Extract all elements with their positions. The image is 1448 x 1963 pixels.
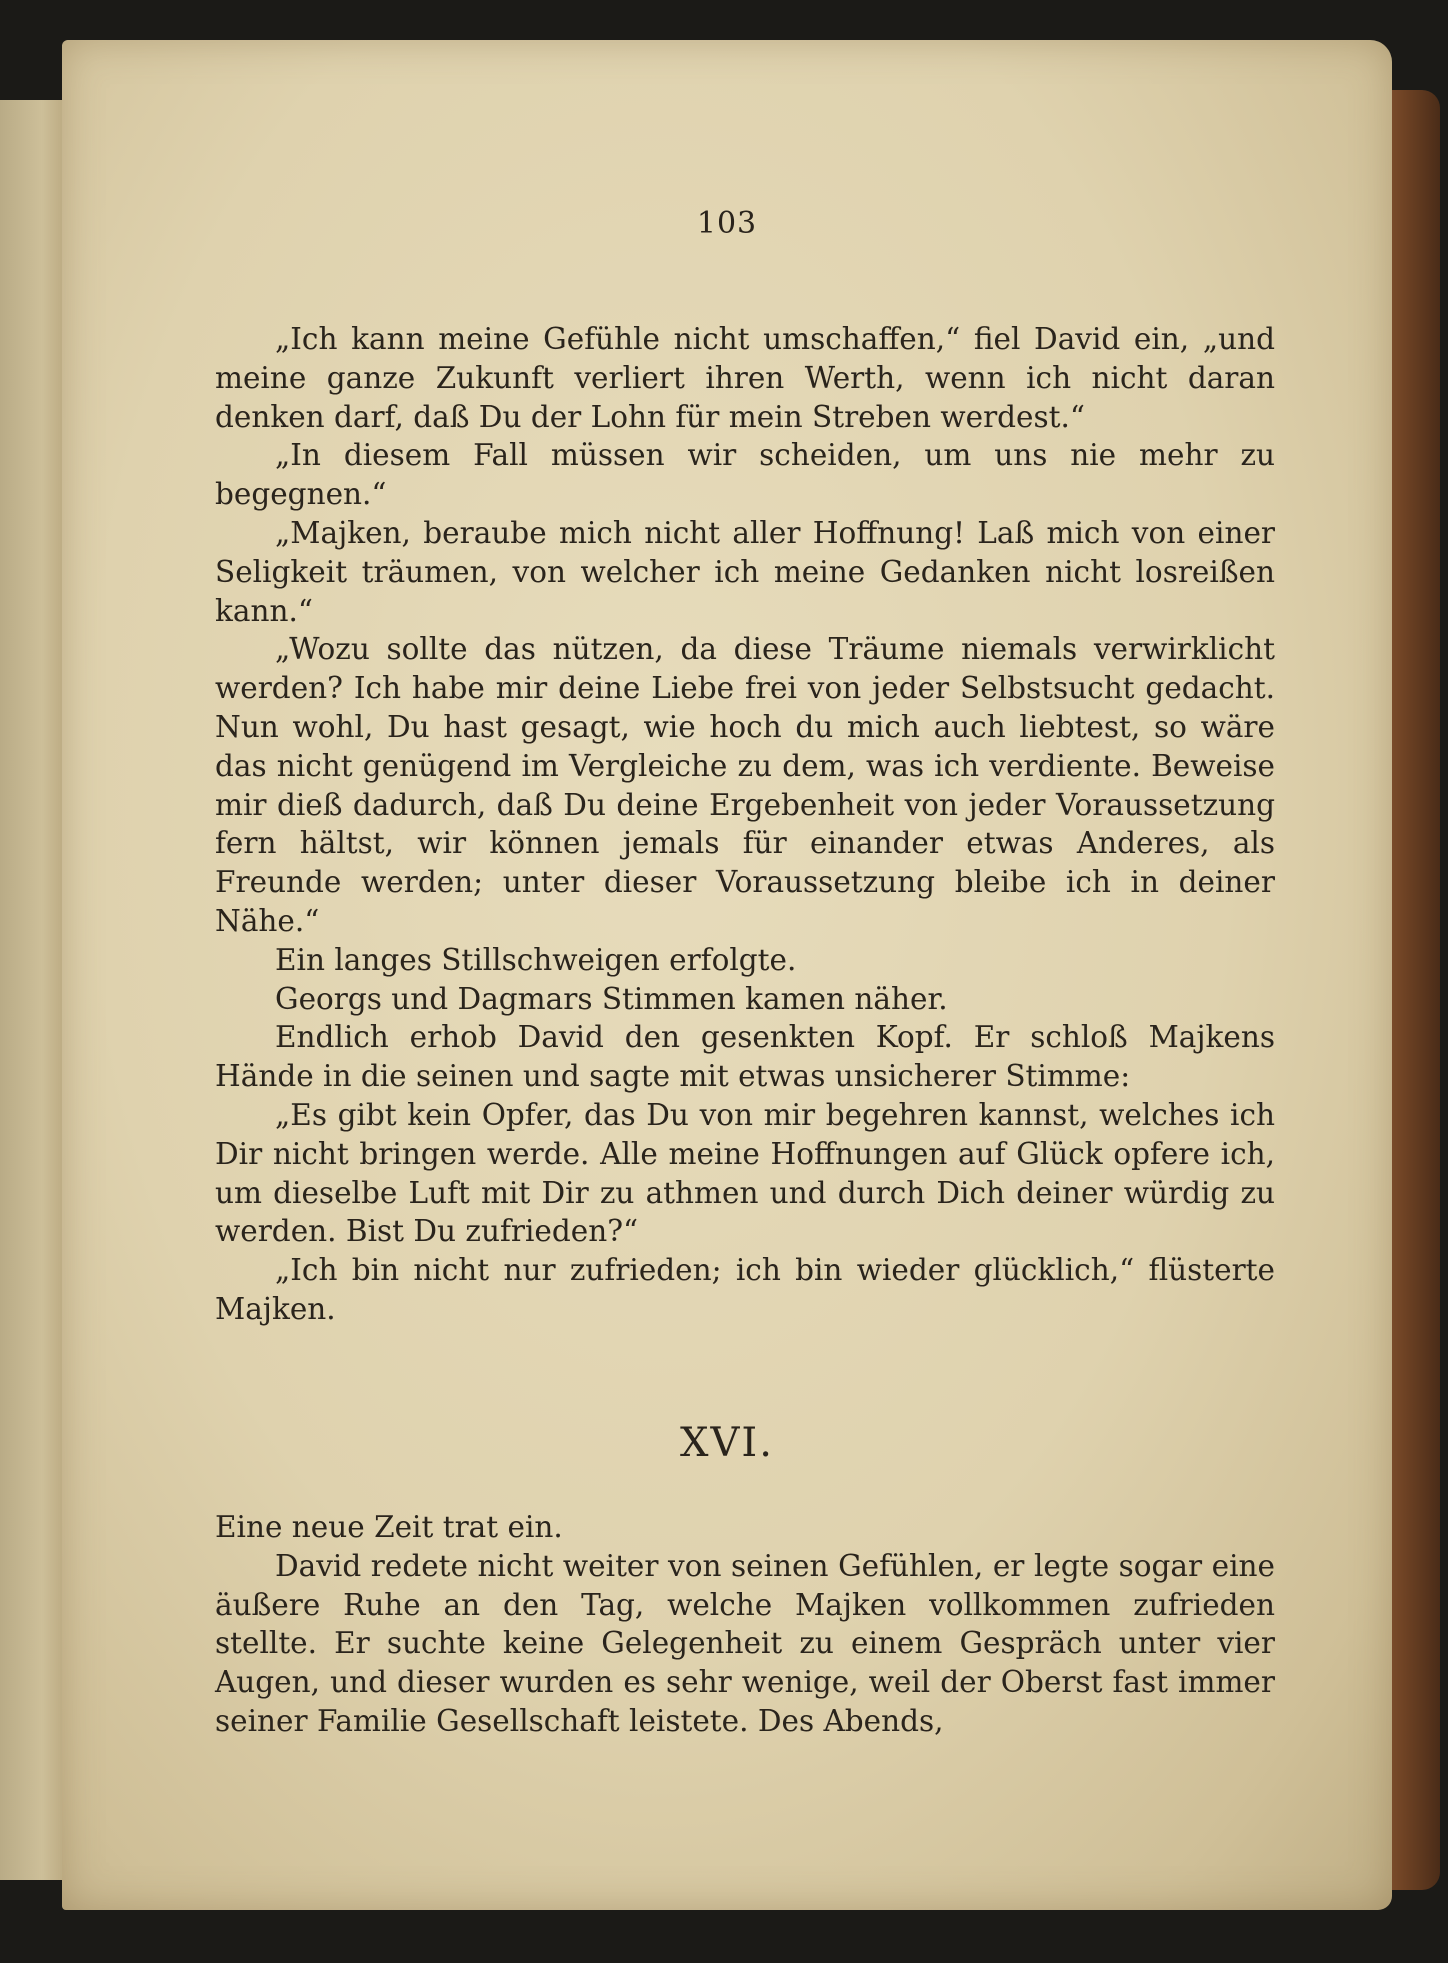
book [0,40,1448,1920]
paragraph: Eine neue Zeit trat ein. [215,1510,563,1544]
paragraph: „Es gibt kein Opfer, das Du von mir begehren kannst, welches ich Dir nicht bringen werde. Alle meine Hoffnungen auf Glück opfere ich, um dieselbe Luft mit Dir zu athmen und durch Dich deiner würdig zu werden. Bist Du zufrieden?“ [215,1097,1275,1249]
paragraph: „Ich bin nicht nur zufrieden; ich bin wieder glücklich,“ flüsterte Majken. [215,1253,1275,1326]
paragraph: Endlich erhob David den gesenkten Kopf. Er schloß Majkens Hände in die seinen und sagte mit etwas unsicherer Stimme: [215,1020,1275,1094]
page-number: 103 [696,206,758,241]
paragraph: Ein langes Stillschweigen erfolgte. [275,942,797,977]
paragraph: „Wozu sollte das nützen, da diese Träume niemals verwirklicht werden? Ich habe mir deine Liebe frei von jeder Selbstsucht gedacht. Nun wohl, Du hast gesagt, wie hoch du mich auch liebtest, so wäre das nicht genügend im Vergleiche zu dem, was ich verdiente. Beweise mir dieß dadurch, daß Du deine Ergebenheit von jeder Voraussetzung fern hältst, wir können jemals für einander etwas Anderes, als Freunde werden; unter dieser Voraussetzung bleibe ich in deiner Nähe.“ [215,632,1275,938]
paragraph: Georgs und Dagmars Stimmen kamen näher. [275,981,948,1016]
paragraph: „Majken, beraube mich nicht aller Hoffnung! Laß mich von einer Seligkeit träumen, von welcher ich meine Gedanken nicht losreißen kann.“ [215,515,1275,628]
paragraph: „In diesem Fall müssen wir scheiden, um uns nie mehr zu begegnen.“ [215,438,1275,512]
paragraph: David redete nicht weiter von seinen Gefühlen, er legte sogar eine äußere Ruhe an den Tag, welche Majken vollkommen zufrieden stellte. Er suchte keine Gelegenheit zu einem Gespräch unter vier Augen, und dieser wurden es sehr wenige, weil der Oberst fast immer seiner Familie Gesellschaft leistete. Des Abends, [215,1548,1275,1738]
paragraph: „Ich kann meine Gefühle nicht umschaffen,“ fiel David ein, „und meine ganze Zukunft verliert ihren Werth, wenn ich nicht daran denken darf, daß Du der Lohn für mein Streben werdest.“ [215,322,1275,434]
chapter-heading: XVI. [680,1420,774,1466]
book-page [62,40,1392,1910]
text-block-before-chapter [215,320,1275,1329]
text-block-after-chapter [215,1508,1275,1741]
